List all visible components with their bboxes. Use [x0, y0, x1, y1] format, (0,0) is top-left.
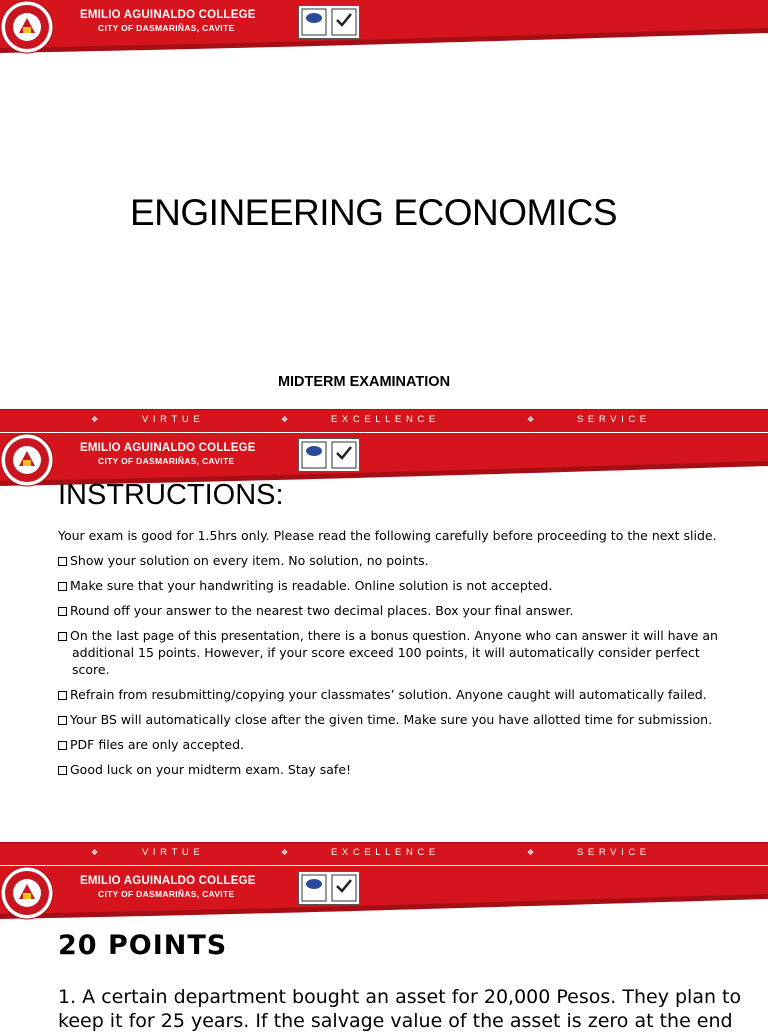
certification-logos	[298, 871, 360, 905]
instruction-text: Show your solution on every item. No solution, no points.	[70, 553, 429, 568]
instructions-intro: Your exam is good for 1.5hrs only. Please read the following carefully before proceeding to the next slide.	[58, 528, 717, 543]
instruction-item	[58, 552, 718, 569]
instruction-item	[58, 627, 718, 678]
checkbox-bullet-icon	[58, 582, 67, 591]
college-name: EMILIO AGUINALDO COLLEGE	[80, 442, 256, 454]
footer-bar	[0, 842, 768, 865]
college-name: EMILIO AGUINALDO COLLEGE	[80, 875, 256, 887]
checkbox-bullet-icon	[58, 741, 67, 750]
college-city: CITY OF DASMARIÑAS, CAVITE	[98, 456, 235, 466]
instruction-item	[58, 577, 718, 594]
slide-title	[0, 0, 768, 432]
college-name: EMILIO AGUINALDO COLLEGE	[80, 9, 256, 21]
certification-logos	[298, 5, 360, 39]
instruction-text: Good luck on your midterm exam. Stay safe!	[70, 762, 352, 777]
footer-service: SERVICE	[577, 847, 651, 858]
footer-virtue: VIRTUE	[142, 847, 205, 858]
separator-icon: ❖	[527, 848, 535, 857]
presentation-title: ENGINEERING ECONOMICS	[130, 192, 617, 233]
footer-excellence: EXCELLENCE	[331, 414, 440, 425]
instruction-item	[58, 711, 718, 728]
checkbox-bullet-icon	[58, 557, 67, 566]
college-city: CITY OF DASMARIÑAS, CAVITE	[98, 889, 235, 899]
checkbox-bullet-icon	[58, 607, 67, 616]
footer-bar	[0, 409, 768, 432]
college-seal-icon	[0, 866, 54, 920]
footer-service: SERVICE	[577, 414, 651, 425]
header-banner	[0, 866, 768, 922]
instruction-item	[58, 686, 718, 703]
header-banner	[0, 0, 768, 56]
checkbox-bullet-icon	[58, 632, 67, 641]
points-heading: 20 POINTS	[58, 930, 228, 961]
instruction-text: Round off your answer to the nearest two decimal places. Box your final answer.	[70, 603, 574, 618]
college-seal-icon	[0, 0, 54, 54]
question-text: 1. A certain department bought an asset for 20,000 Pesos. They plan to keep it for 25 years. If the salvage value of the asset is zero at the end	[58, 986, 742, 1032]
separator-icon: ❖	[91, 415, 99, 424]
separator-icon: ❖	[281, 415, 289, 424]
certification-logos	[298, 438, 360, 472]
college-seal-icon	[0, 433, 54, 487]
instruction-text: PDF files are only accepted.	[70, 737, 244, 752]
separator-icon: ❖	[281, 848, 289, 857]
footer-excellence: EXCELLENCE	[331, 847, 440, 858]
footer-virtue: VIRTUE	[142, 414, 205, 425]
instruction-item	[58, 761, 718, 778]
instruction-item	[58, 602, 718, 619]
instruction-text: Refrain from resubmitting/copying your classmates’ solution. Anyone caught will automatically failed.	[70, 687, 707, 702]
checkbox-bullet-icon	[58, 716, 67, 725]
instruction-item	[58, 736, 718, 753]
separator-icon: ❖	[527, 415, 535, 424]
instructions-heading: INSTRUCTIONS:	[58, 479, 284, 511]
separator-icon: ❖	[91, 848, 99, 857]
subtitle-text: MIDTERM EXAMINATION	[277, 374, 451, 390]
checkbox-bullet-icon	[58, 766, 67, 775]
checkbox-bullet-icon	[58, 691, 67, 700]
instructions-body	[58, 527, 718, 786]
instruction-text: Make sure that your handwriting is readable. Online solution is not accepted.	[70, 578, 553, 593]
instruction-text: Your BS will automatically close after the given time. Make sure you have allotted time for submission.	[70, 712, 713, 727]
college-city: CITY OF DASMARIÑAS, CAVITE	[98, 23, 235, 33]
presentation-subtitle	[0, 374, 728, 390]
instruction-text: On the last page of this presentation, there is a bonus question. Anyone who can answer it will have an additional 15 points. However, if your score exceed 100 points, it will automatically consider perfect score.	[70, 628, 718, 677]
